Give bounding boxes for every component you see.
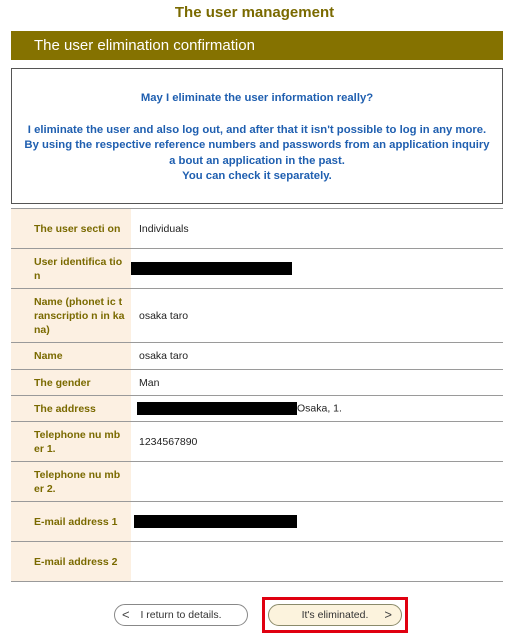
chevron-right-icon: > bbox=[384, 607, 392, 622]
table-row bbox=[11, 462, 503, 502]
table-row bbox=[11, 422, 503, 462]
kana-name-label: Name (phonet ic transcriptio n in kana) bbox=[11, 289, 131, 343]
section-header: The user elimination confirmation bbox=[11, 31, 503, 60]
redacted-block bbox=[131, 262, 292, 275]
user-info-table bbox=[11, 208, 503, 582]
email-1-label: E-mail address 1 bbox=[11, 502, 131, 542]
name-value: osaka taro bbox=[139, 350, 189, 362]
address-value-suffix: Osaka, 1. bbox=[297, 402, 342, 415]
redacted-block bbox=[137, 402, 297, 415]
eliminate-button-label: It's eliminated. bbox=[301, 609, 369, 621]
return-to-details-button[interactable] bbox=[114, 604, 248, 626]
table-row bbox=[11, 249, 503, 289]
email-2-value bbox=[131, 542, 503, 582]
redacted-block bbox=[134, 515, 297, 528]
confirmation-line-3: You can check it separately. bbox=[182, 170, 332, 182]
return-button-label: I return to details. bbox=[140, 609, 222, 621]
telephone-2-value bbox=[131, 462, 503, 502]
table-row bbox=[11, 370, 503, 396]
confirmation-line-2: By using the respective reference numbers and passwords from an application inquiry a bout an application in the past. bbox=[24, 139, 490, 167]
telephone-1-label: Telephone nu mber 1. bbox=[11, 422, 131, 462]
table-row bbox=[11, 542, 503, 582]
table-row bbox=[11, 289, 503, 343]
user-identification-value bbox=[131, 249, 503, 289]
gender-label: The gender bbox=[11, 370, 131, 396]
email-1-value bbox=[131, 502, 503, 542]
telephone-2-label: Telephone nu mber 2. bbox=[11, 462, 131, 502]
telephone-1-value: 1234567890 bbox=[139, 435, 198, 448]
kana-name-value: osaka taro bbox=[139, 309, 189, 322]
table-row bbox=[11, 209, 503, 249]
eliminate-button-highlight bbox=[262, 597, 408, 633]
confirmation-question: May I eliminate the user information really? bbox=[140, 92, 374, 104]
address-value bbox=[131, 396, 503, 422]
table-row bbox=[11, 396, 503, 422]
confirmation-details bbox=[12, 123, 502, 185]
table-row bbox=[11, 502, 503, 542]
confirmation-line-1: I eliminate the user and also log out, and after that it isn't possible to log in any more. bbox=[27, 123, 487, 136]
address-label: The address bbox=[11, 396, 131, 422]
gender-value: Man bbox=[139, 376, 160, 389]
user-section-label: The user secti on bbox=[11, 209, 131, 249]
name-label: Name bbox=[11, 343, 131, 370]
email-2-label: E-mail address 2 bbox=[11, 542, 131, 582]
page-title: The user management bbox=[174, 4, 335, 21]
chevron-left-icon: < bbox=[122, 607, 130, 622]
confirmation-message-box bbox=[11, 68, 503, 204]
user-section-value: Individuals bbox=[139, 222, 189, 235]
table-row bbox=[11, 343, 503, 370]
user-identification-label: User identifica tion bbox=[11, 249, 131, 289]
